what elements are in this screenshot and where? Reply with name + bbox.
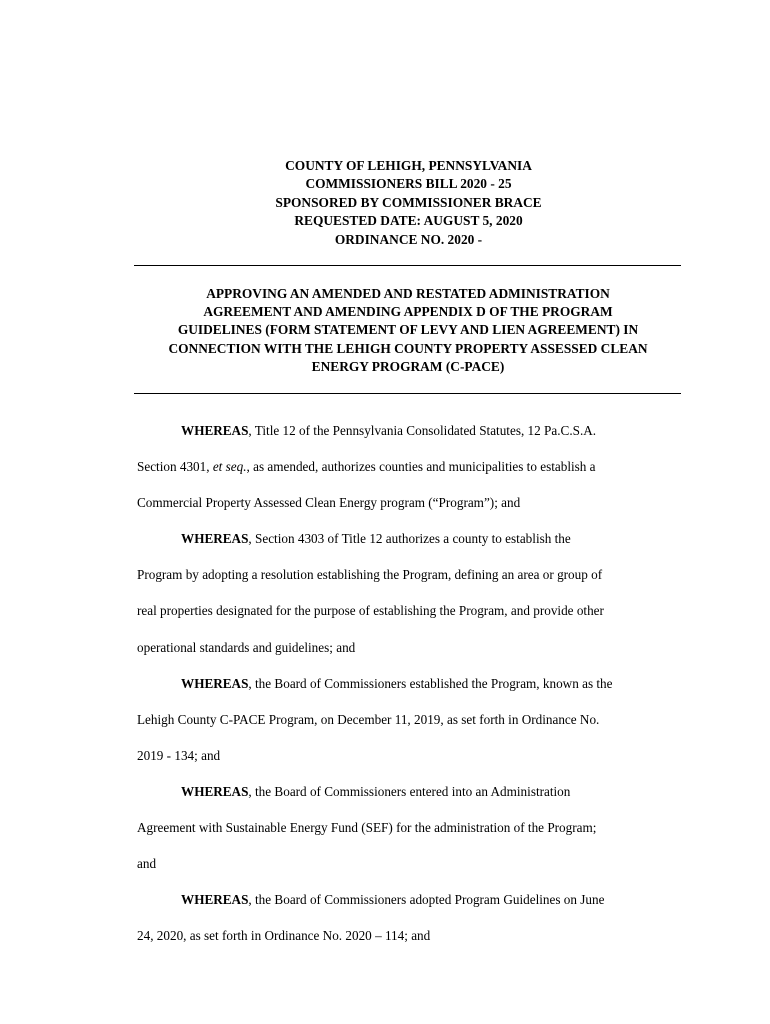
paragraph-line: Agreement with Sustainable Energy Fund (SEF) for the administration of the Program; bbox=[137, 820, 597, 836]
title-line: CONNECTION WITH THE LEHIGH COUNTY PROPERTY ASSESSED CLEAN bbox=[168, 340, 648, 356]
et-seq-italic: et seq. bbox=[212, 459, 247, 475]
paragraph-line: 2019 - 134; and bbox=[137, 747, 221, 763]
paragraph-line: WHEREAS, Title 12 of the Pennsylvania Consolidated Statutes, 12 Pa.C.S.A. bbox=[181, 423, 597, 438]
top-divider bbox=[134, 265, 681, 266]
paragraph-line: WHEREAS, the Board of Commissioners established the Program, known as the bbox=[181, 675, 613, 691]
title-line: AGREEMENT AND AMENDING APPENDIX D OF THE PROGRAM bbox=[203, 304, 613, 320]
document-header bbox=[136, 157, 681, 249]
whereas-keyword: WHEREAS bbox=[181, 423, 249, 438]
paragraph-line: Program by adopting a resolution establishing the Program, defining an area or group of bbox=[137, 567, 603, 583]
paragraph-line: operational standards and guidelines; and bbox=[137, 639, 356, 655]
paragraph-line: WHEREAS, Section 4303 of Title 12 authorizes a county to establish the bbox=[181, 531, 571, 547]
paragraph-line: and bbox=[137, 856, 157, 872]
document-body bbox=[137, 413, 685, 954]
whereas-keyword: WHEREAS bbox=[181, 675, 249, 691]
paragraph-line: WHEREAS, the Board of Commissioners entered into an Administration bbox=[181, 783, 571, 799]
whereas-keyword: WHEREAS bbox=[181, 892, 249, 908]
header-sponsor: SPONSORED BY COMMISSIONER BRACE bbox=[275, 194, 542, 210]
whereas-paragraph-5 bbox=[137, 882, 685, 954]
bottom-divider bbox=[134, 393, 681, 394]
whereas-paragraph-1 bbox=[137, 413, 685, 521]
title-line: APPROVING AN AMENDED AND RESTATED ADMINISTRATION bbox=[206, 286, 610, 301]
header-county: COUNTY OF LEHIGH, PENNSYLVANIA bbox=[285, 158, 532, 173]
paragraph-line: 24, 2020, as set forth in Ordinance No. 2020 – 114; and bbox=[137, 928, 431, 944]
paragraph-line: WHEREAS, the Board of Commissioners adopted Program Guidelines on June bbox=[181, 892, 605, 908]
whereas-paragraph-4 bbox=[137, 774, 685, 882]
whereas-keyword: WHEREAS bbox=[181, 531, 249, 547]
paragraph-line: Section 4301, et seq., as amended, authorizes counties and municipalities to establish a bbox=[137, 459, 596, 475]
whereas-paragraph-2 bbox=[137, 521, 685, 665]
whereas-paragraph-3 bbox=[137, 666, 685, 774]
whereas-keyword: WHEREAS bbox=[181, 783, 249, 799]
paragraph-line: real properties designated for the purpose of establishing the Program, and provide other bbox=[137, 603, 604, 619]
header-ordinance-number: ORDINANCE NO. 2020 - bbox=[334, 231, 483, 247]
title-line: ENERGY PROGRAM (C-PACE) bbox=[311, 358, 505, 374]
paragraph-line: Commercial Property Assessed Clean Energy program (“Program”); and bbox=[137, 495, 521, 511]
ordinance-title bbox=[130, 285, 686, 376]
paragraph-line: Lehigh County C-PACE Program, on December 11, 2019, as set forth in Ordinance No. bbox=[137, 711, 600, 727]
header-requested-date: REQUESTED DATE: AUGUST 5, 2020 bbox=[294, 213, 523, 229]
title-line: GUIDELINES (FORM STATEMENT OF LEVY AND LIEN AGREEMENT) IN bbox=[177, 322, 639, 338]
header-bill-number: COMMISSIONERS BILL 2020 - 25 bbox=[305, 176, 512, 192]
